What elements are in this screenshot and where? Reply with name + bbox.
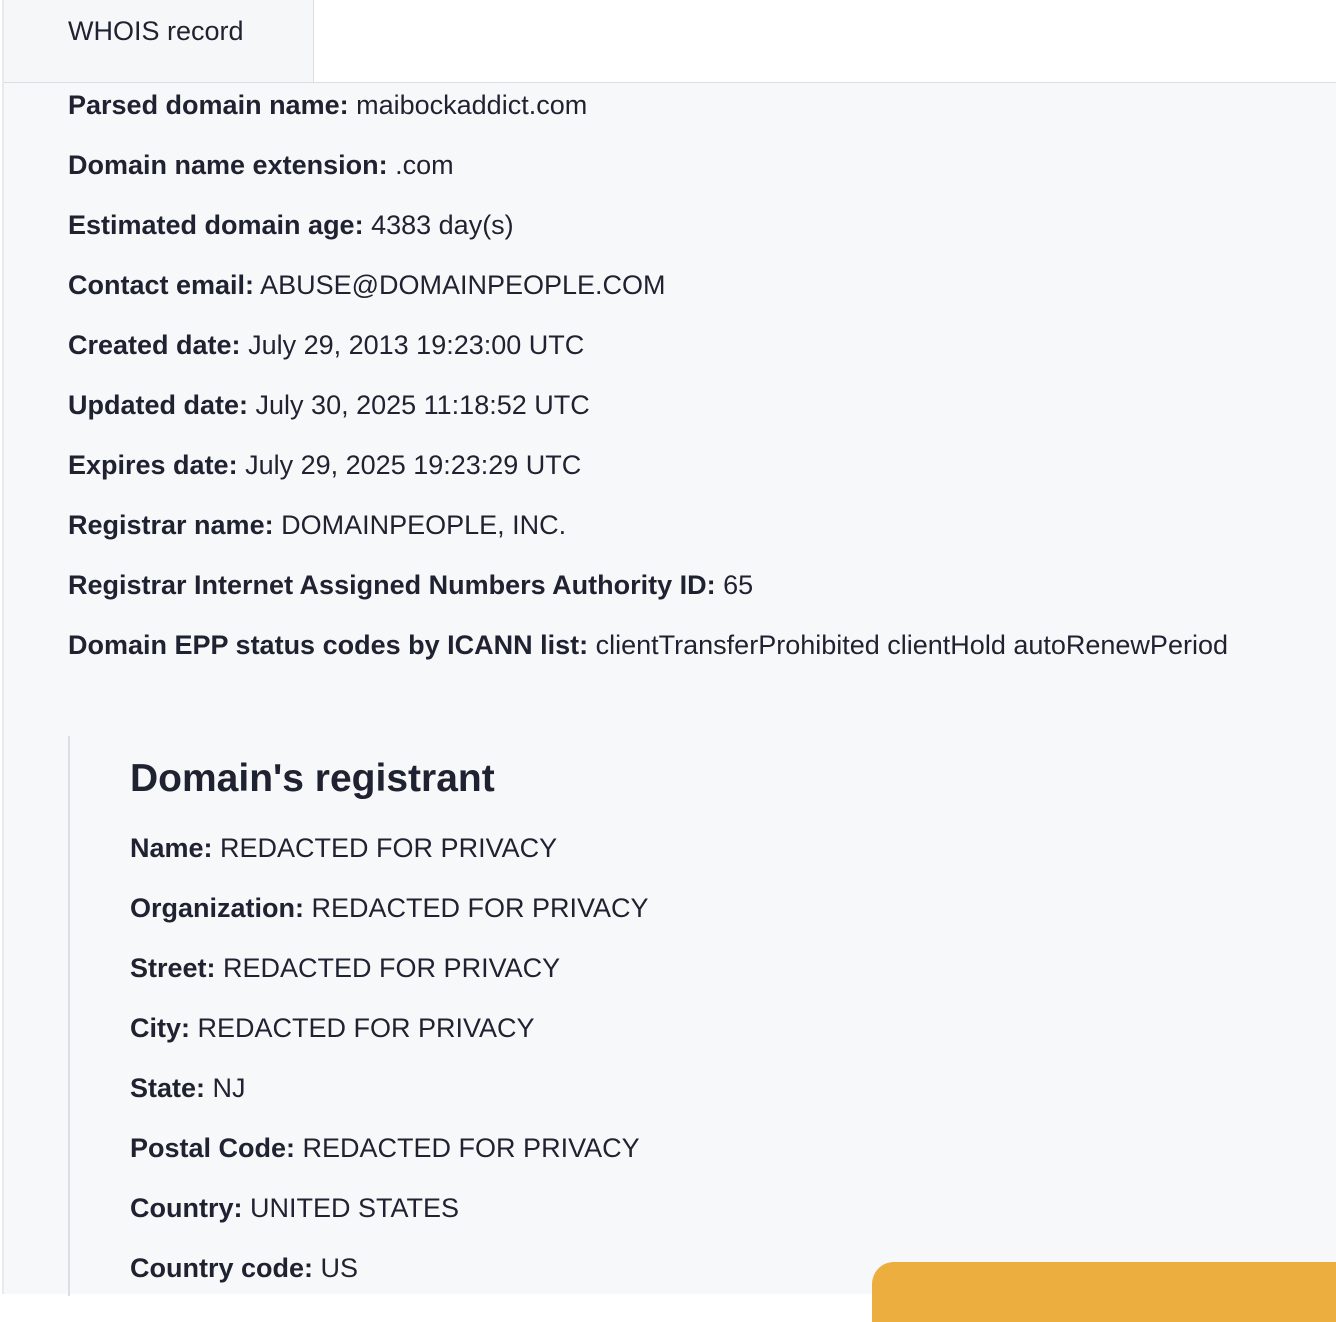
field-label: Expires date: <box>68 450 238 480</box>
field-registrar-name <box>68 508 566 542</box>
field-value: July 29, 2025 19:23:29 UTC <box>245 450 582 480</box>
tab-label: WHOIS record <box>68 16 244 46</box>
field-value: DOMAINPEOPLE, INC. <box>281 510 567 540</box>
whois-record-panel <box>4 83 1336 1294</box>
field-value: 65 <box>723 570 754 600</box>
field-value: July 30, 2025 11:18:52 UTC <box>255 390 590 420</box>
field-epp-status-codes <box>68 628 1228 662</box>
field-contact-email <box>68 268 666 302</box>
field-expires-date <box>68 448 581 482</box>
field-label: Domain name extension: <box>68 150 388 180</box>
field-value: NJ <box>212 1073 246 1103</box>
registrant-city <box>130 1011 535 1045</box>
field-value: REDACTED FOR PRIVACY <box>197 1013 535 1043</box>
registrant-street <box>130 951 560 985</box>
field-label: Registrar Internet Assigned Numbers Authority ID: <box>68 570 716 600</box>
field-value: maibockaddict.com <box>356 90 588 120</box>
field-label: State: <box>130 1073 206 1103</box>
field-registrar-iana-id <box>68 568 753 602</box>
field-label: Country code: <box>130 1253 314 1283</box>
field-value: 4383 day(s) <box>371 210 514 240</box>
field-updated-date <box>68 388 590 422</box>
registrant-name <box>130 831 557 865</box>
field-label: Name: <box>130 833 213 863</box>
field-label: Domain EPP status codes by ICANN list: <box>68 630 589 660</box>
field-value: REDACTED FOR PRIVACY <box>302 1133 640 1163</box>
field-label: Estimated domain age: <box>68 210 364 240</box>
field-label: Organization: <box>130 893 304 923</box>
registrant-country <box>130 1191 459 1225</box>
field-value: US <box>320 1253 359 1283</box>
field-value: REDACTED FOR PRIVACY <box>223 953 561 983</box>
field-label: Updated date: <box>68 390 249 420</box>
field-label: Parsed domain name: <box>68 90 349 120</box>
registrant-heading: Domain's registrant <box>130 757 495 800</box>
field-label: City: <box>130 1013 190 1043</box>
field-value: July 29, 2013 19:23:00 UTC <box>248 330 585 360</box>
registrant-country-code <box>130 1251 358 1285</box>
field-value: .com <box>395 150 454 180</box>
registrant-section <box>68 736 1336 1296</box>
field-label: Created date: <box>68 330 241 360</box>
field-parsed-domain-name <box>68 88 587 122</box>
field-domain-name-extension <box>68 148 454 182</box>
registrant-state <box>130 1071 246 1105</box>
field-value: UNITED STATES <box>250 1193 460 1223</box>
tab-bar <box>4 0 1336 83</box>
registrant-organization <box>130 891 649 925</box>
field-label: Street: <box>130 953 216 983</box>
registrant-postal-code <box>130 1131 640 1165</box>
field-label: Contact email: <box>68 270 255 300</box>
field-value: REDACTED FOR PRIVACY <box>311 893 649 923</box>
field-created-date <box>68 328 584 362</box>
field-value: REDACTED FOR PRIVACY <box>220 833 558 863</box>
tab-whois-record[interactable] <box>4 0 314 82</box>
field-label: Postal Code: <box>130 1133 296 1163</box>
field-label: Registrar name: <box>68 510 274 540</box>
field-value: clientTransferProhibited clientHold autoRenewPeriod <box>595 630 1228 660</box>
field-estimated-domain-age <box>68 208 514 242</box>
field-value: ABUSE@DOMAINPEOPLE.COM <box>260 270 666 300</box>
floating-action-button[interactable] <box>872 1262 1336 1322</box>
field-label: Country: <box>130 1193 243 1223</box>
